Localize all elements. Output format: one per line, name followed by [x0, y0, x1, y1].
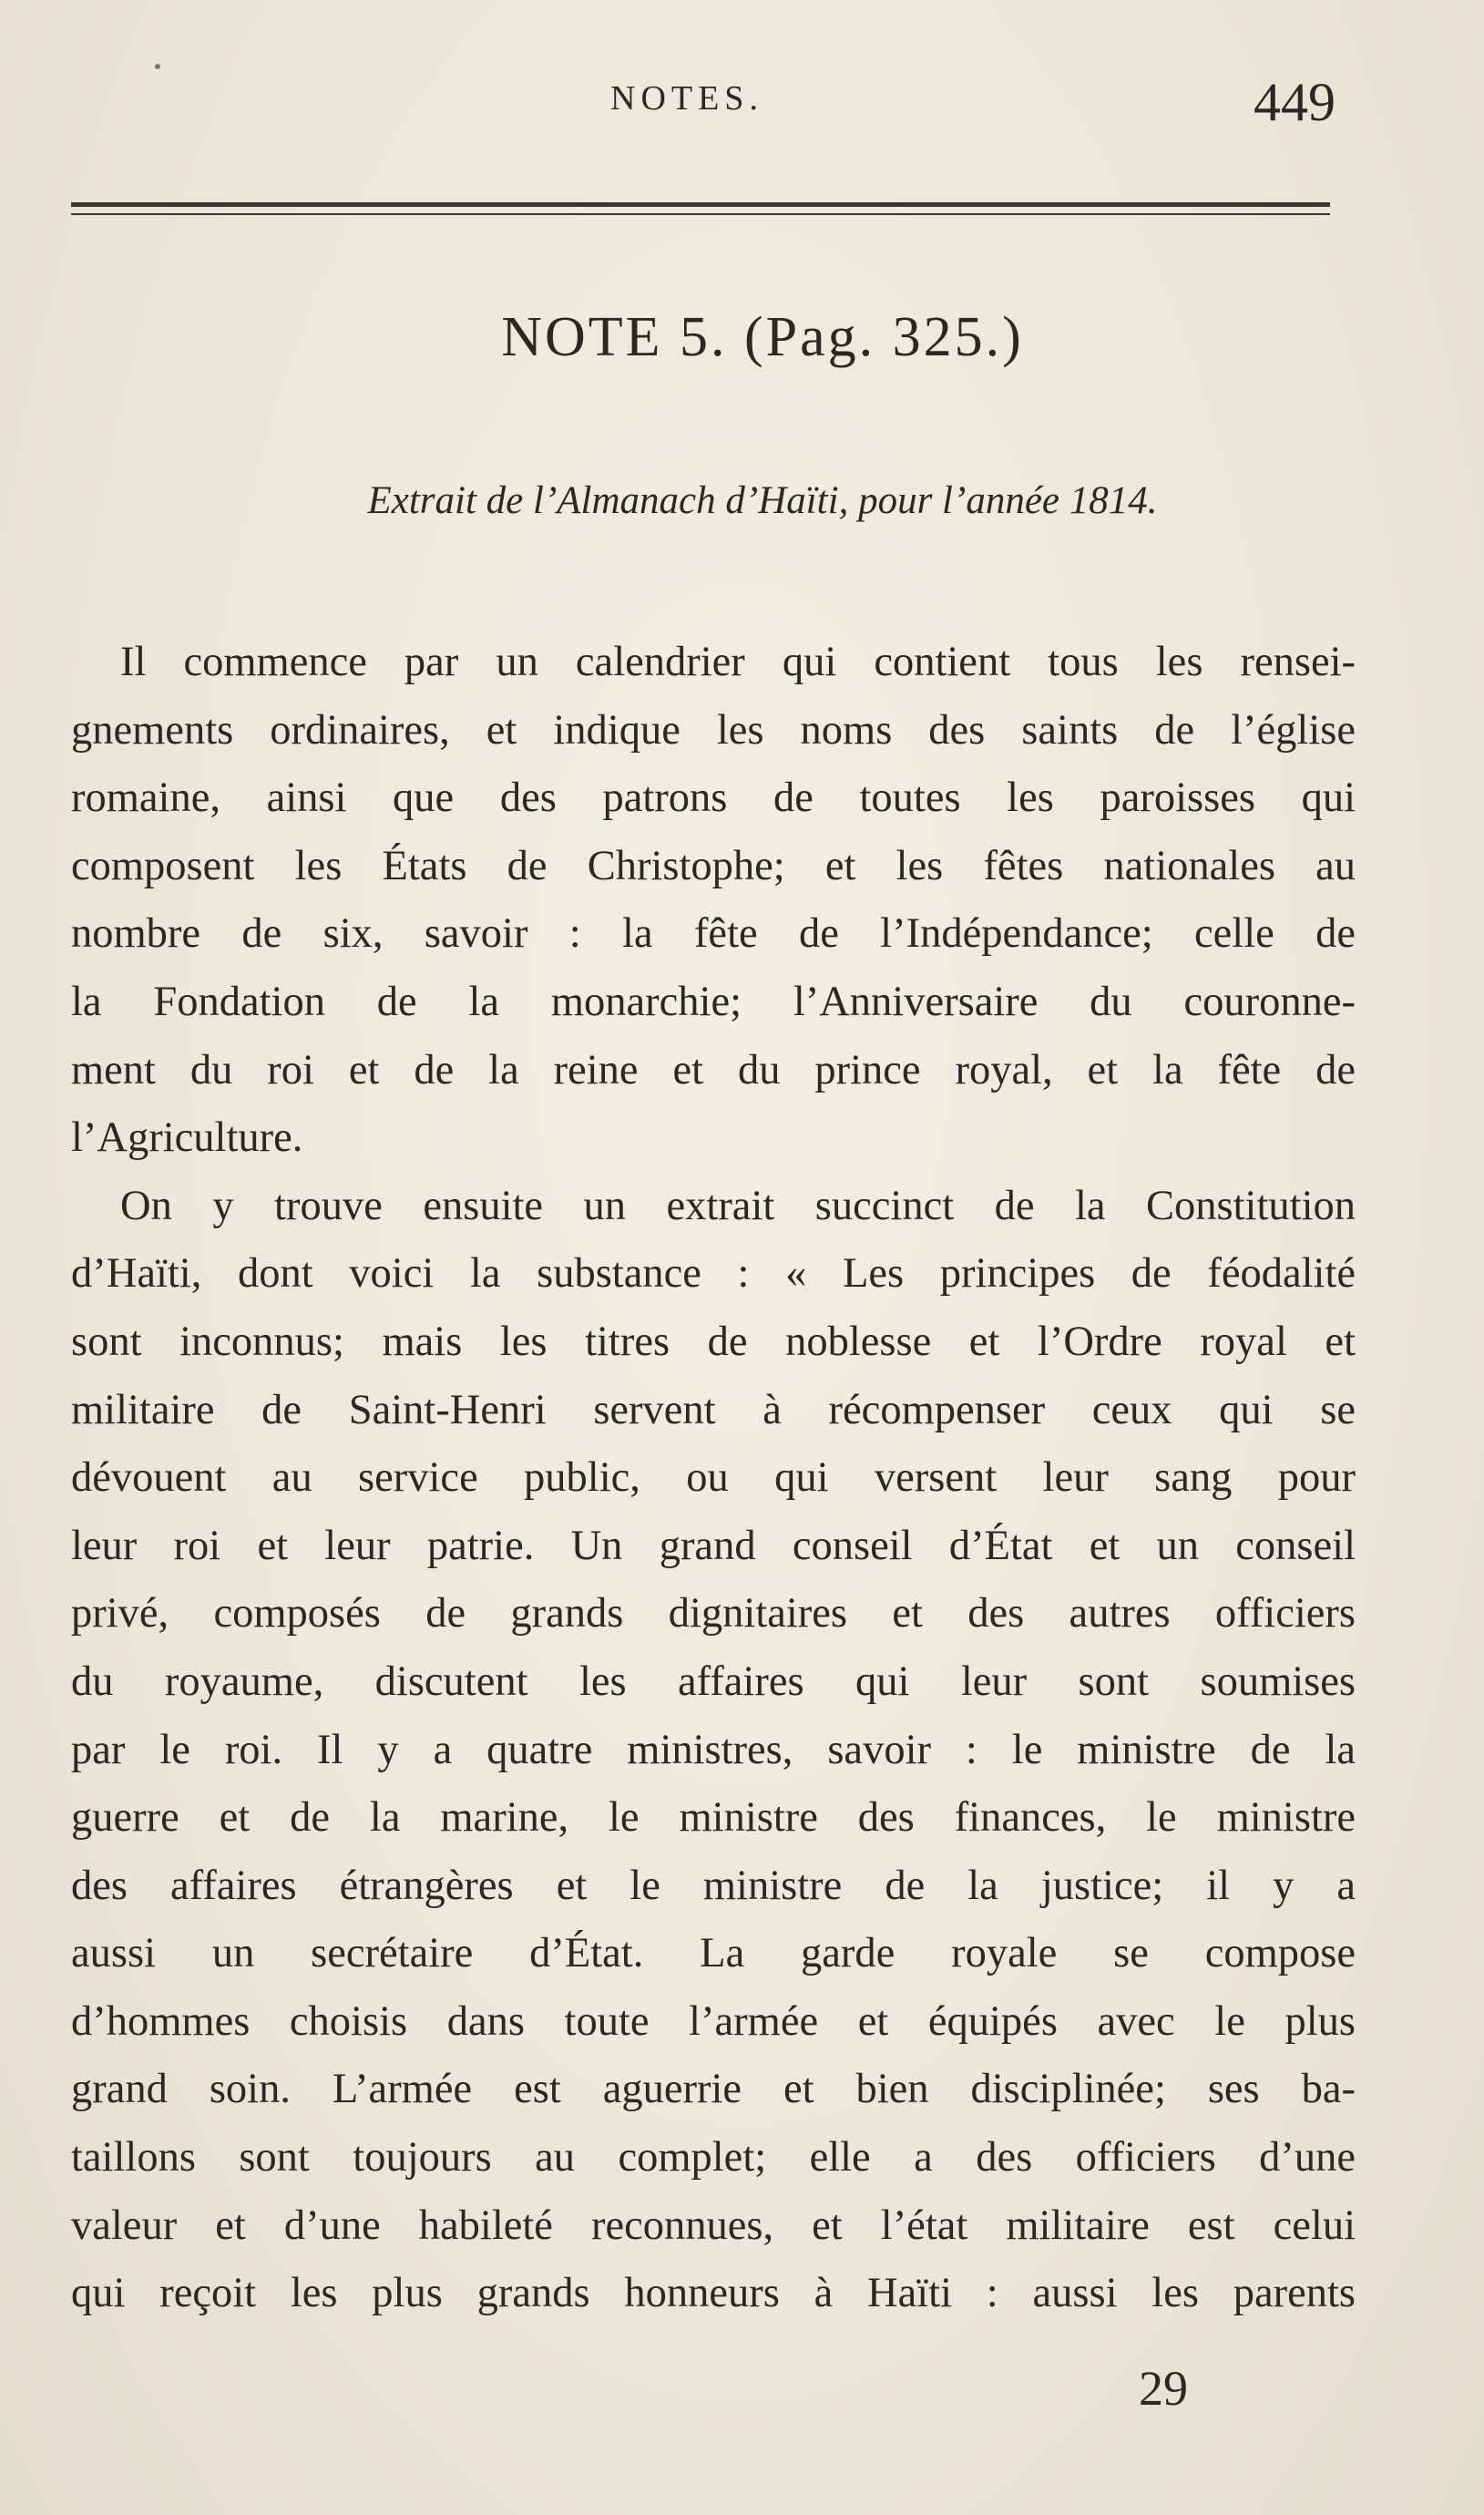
text-line: nombre de six, savoir : la fête de l’Indépendance; celle de	[71, 910, 1356, 958]
note-subtitle: Extrait de l’Almanach d’Haïti, pour l’année 1814.	[367, 479, 1158, 522]
text-line: grand soin. L’armée est aguerrie et bien disciplinée; ses ba-	[71, 2066, 1356, 2113]
text-line: d’hommes choisis dans toute l’armée et équipés avec le plus	[71, 1997, 1356, 2045]
text-line: sont inconnus; mais les titres de noblesse et l’Ordre royal et	[71, 1318, 1356, 1365]
text-line: romaine, ainsi que des patrons de toutes les paroisses qui	[71, 775, 1356, 822]
text-line: dévouent au service public, ou qui versent leur sang pour	[71, 1454, 1356, 1502]
text-line: taillons sont toujours au complet; elle a des officiers d’une	[71, 2134, 1356, 2181]
text-line: ment du roi et de la reine et du prince royal, et la fête de	[71, 1046, 1356, 1093]
text-line: la Fondation de la monarchie; l’Anniversaire du couronne-	[71, 978, 1356, 1025]
header-rule-thick	[71, 202, 1330, 207]
body-text	[71, 629, 1356, 2328]
text-line: du royaume, discutent les affaires qui leur sont soumises	[71, 1658, 1356, 1705]
text-line: militaire de Saint-Henri servent à récompenser ceux qui se	[71, 1386, 1356, 1433]
page-number: 449	[1254, 72, 1336, 132]
paragraph-1	[71, 629, 1356, 1173]
text-line: On y trouve ensuite un extrait succinct de la Constitution	[120, 1182, 1356, 1229]
text-line: des affaires étrangères et le ministre de la justice; il y a	[71, 1862, 1356, 1909]
text-line: privé, composés de grands dignitaires et des autres officiers	[71, 1590, 1356, 1637]
running-head	[0, 72, 1484, 133]
text-line: composent les États de Christophe; et les fêtes nationales au	[71, 842, 1356, 889]
text-line: l’Agriculture.	[71, 1114, 303, 1162]
text-line: par le roi. Il y a quatre ministres, savoir : le ministre de la	[71, 1726, 1356, 1773]
text-line: Il commence par un calendrier qui contient tous les rensei-	[120, 639, 1356, 685]
text-line: leur roi et leur patrie. Un grand conseil d’État et un conseil	[71, 1522, 1356, 1569]
text-line: gnements ordinaires, et indique les noms des saints de l’église	[71, 706, 1356, 754]
text-line: qui reçoit les plus grands honneurs à Haïti : aussi les parents	[71, 2270, 1356, 2317]
running-title: NOTES.	[610, 79, 763, 118]
ink-speck	[155, 64, 160, 69]
paragraph-2	[71, 1173, 1356, 2328]
header-rule-thin	[71, 213, 1330, 215]
text-line: aussi un secrétaire d’État. La garde royale se compose	[71, 1930, 1356, 1977]
text-line: guerre et de la marine, le ministre des finances, le ministre	[71, 1794, 1356, 1842]
signature-mark: 29	[1139, 2361, 1188, 2416]
note-title: NOTE 5. (Pag. 325.)	[501, 306, 1024, 368]
text-line: d’Haïti, dont voici la substance : « Les principes de féodalité	[71, 1250, 1356, 1298]
text-line: valeur et d’une habileté reconnues, et l’état militaire est celui	[71, 2202, 1356, 2249]
